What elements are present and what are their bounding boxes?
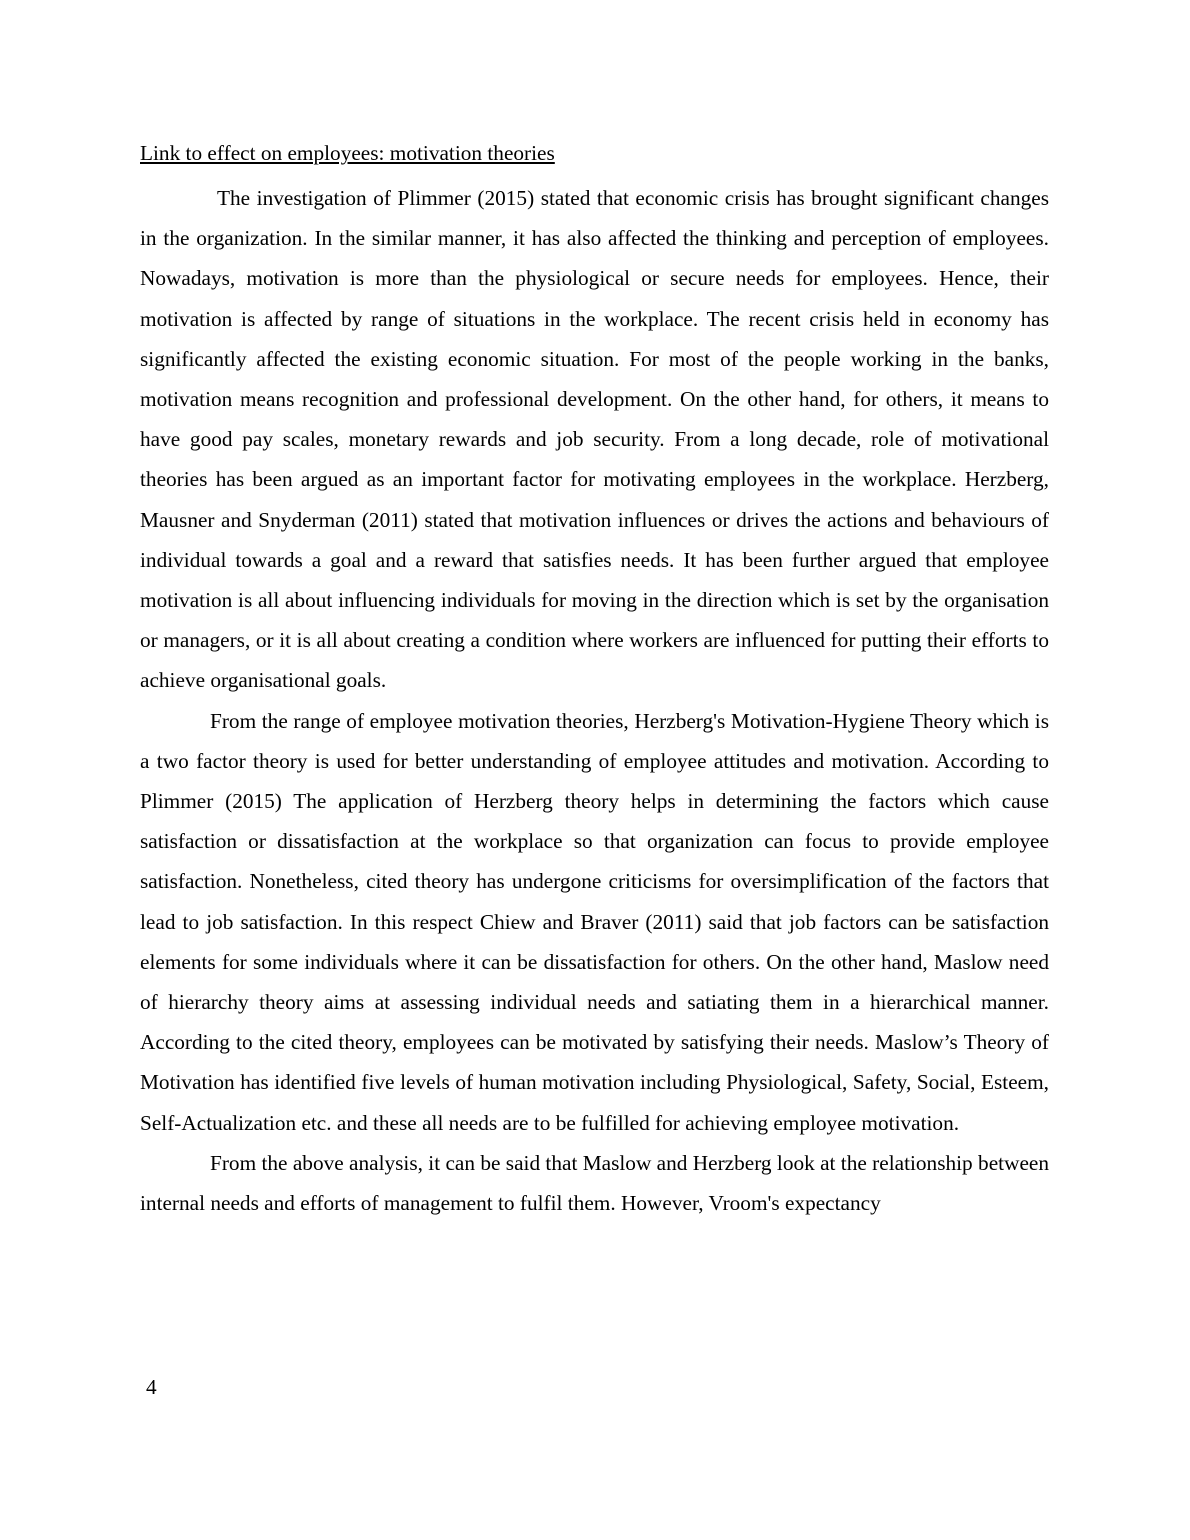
page-content <box>140 139 1049 1223</box>
section-heading: Link to effect on employees: motivation theories <box>140 141 555 165</box>
paragraph-3: From the above analysis, it can be said that Maslow and Herzberg look at the relationship between internal needs and efforts of management to fulfil them. However, Vroom's expectancy <box>140 1150 1049 1216</box>
page-number: 4 <box>146 1375 157 1399</box>
paragraph-2: From the range of employee motivation theories, Herzberg's Motivation-Hygiene Theory which is a two factor theory is used for better understanding of employee attitudes and motivation. According to Plimmer (2015) The application of Herzberg theory helps in determining the factors which cause satisfaction or dissatisfaction at the workplace so that organization can focus to provide employee satisfaction. Nonetheless, cited theory has undergone criticisms for oversimplification of the factors that lead to job satisfaction. In this respect Chiew and Braver (2011) said that job factors can be satisfaction elements for some individuals where it can be dissatisfaction for others. On the other hand, Maslow need of hierarchy theory aims at assessing individual needs and satiating them in a hierarchical manner. According to the cited theory, employees can be motivated by satisfying their needs. Maslow’s Theory of Motivation has identified five levels of human motivation including Physiological, Safety, Social, Esteem, Self-Actualization etc. and these all needs are to be fulfilled for achieving employee motivation. <box>140 708 1049 1135</box>
paragraph-1: The investigation of Plimmer (2015) stated that economic crisis has brought significant changes in the organization. In the similar manner, it has also affected the thinking and perception of employees. Nowadays, motivation is more than the physiological or secure needs for employees. Hence, their motivation is affected by range of situations in the workplace. The recent crisis held in economy has significantly affected the existing economic situation. For most of the people working in the banks, motivation means recognition and professional development. On the other hand, for others, it means to have good pay scales, monetary rewards and job security. From a long decade, role of motivational theories has been argued as an important factor for motivating employees in the workplace. Herzberg, Mausner and Snyderman (2011) stated that motivation influences or drives the actions and behaviours of individual towards a goal and a reward that satisfies needs. It has been further argued that employee motivation is all about influencing individuals for moving in the direction which is set by the organisation or managers, or it is all about creating a condition where workers are influenced for putting their efforts to achieve organisational goals. <box>140 186 1049 693</box>
